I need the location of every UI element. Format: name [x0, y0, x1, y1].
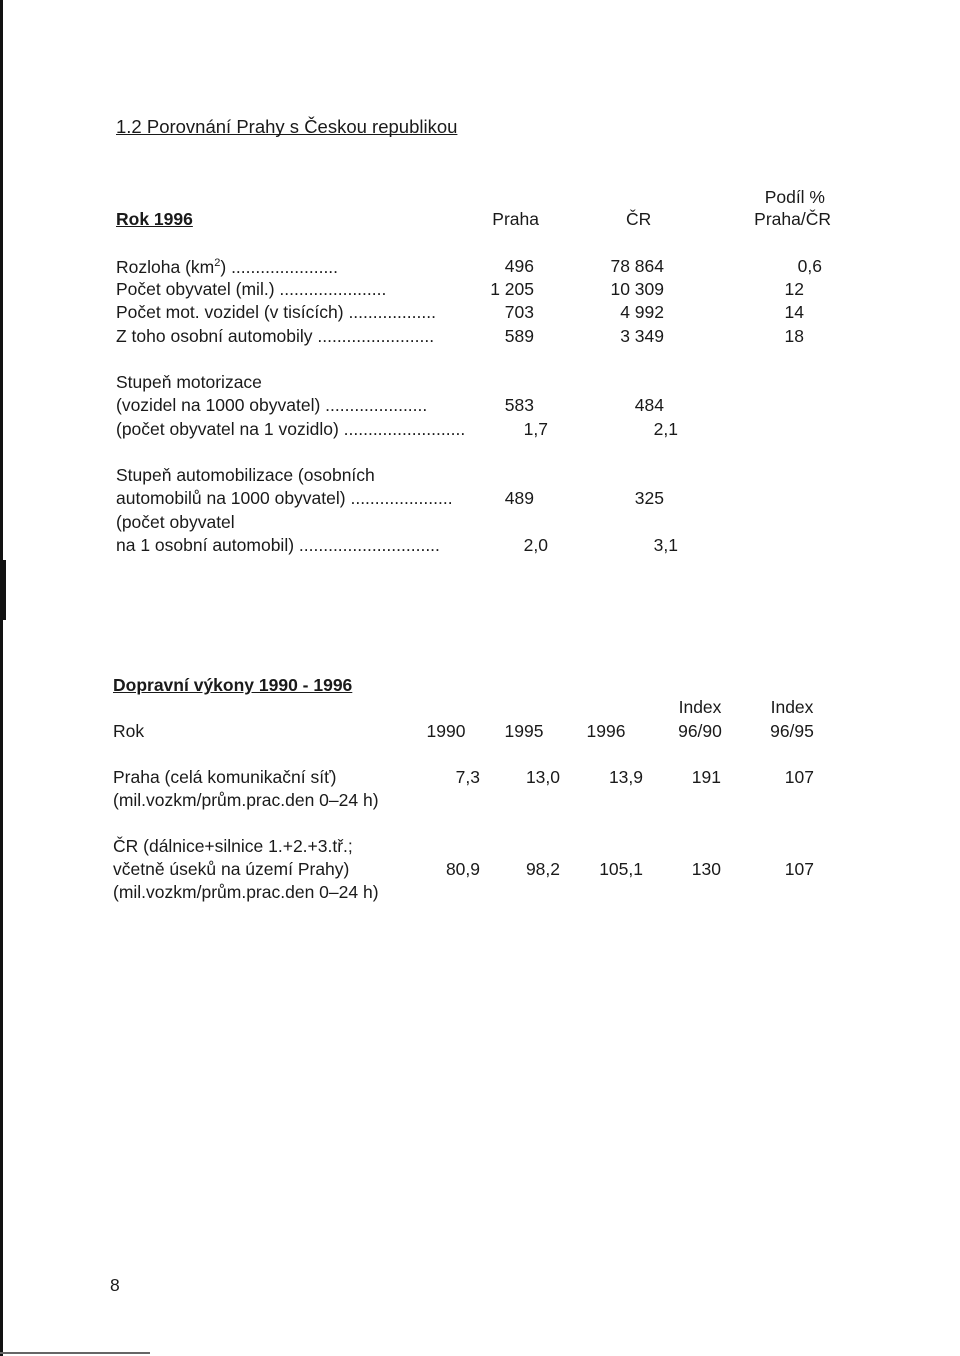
motorizace-title: Stupeň motorizace: [116, 372, 262, 392]
table2-praha-1996: 13,9: [608, 767, 643, 787]
table2-title: Dopravní výkony 1990 - 1996: [113, 675, 353, 695]
row-praha-value: 703: [504, 302, 534, 322]
table2-header-1990: 1990: [426, 721, 466, 741]
table2-praha-1990: 7,3: [455, 767, 480, 787]
header-year: Rok 1996: [116, 209, 193, 229]
row-praha-value: 496: [504, 256, 534, 276]
motorizace-row1-cr: 484: [634, 395, 664, 415]
header-share-line2: Praha/ČR: [754, 209, 831, 229]
automobilizace-row2-cr: 3,1: [653, 535, 678, 555]
table2-header-idx2-line2: 96/95: [770, 721, 814, 741]
motorizace-row2-label: [116, 421, 465, 439]
table2-praha-label-line1: Praha (celá komunikační síť): [113, 767, 337, 787]
header-share-line1: Podíl %: [764, 187, 825, 207]
table2-header-idx2-line1: Index: [770, 697, 814, 717]
row-label-text: (vozidel na 1000 obyvatel): [116, 395, 326, 415]
page-number: 8: [110, 1275, 120, 1295]
row-share-value: 12: [784, 279, 804, 299]
table2-cr-idx2: 107: [784, 859, 814, 879]
row-praha-value: 589: [504, 326, 534, 346]
scan-border-left: [0, 0, 3, 1356]
automobilizace-row2-label: [116, 537, 440, 555]
row-dots: ......................: [231, 256, 339, 277]
row-dots: .............................: [298, 535, 440, 555]
row-label: [116, 304, 436, 322]
table2-cr-idx1: 130: [691, 859, 721, 879]
motorizace-row1-label: [116, 397, 427, 415]
row-label: [116, 328, 434, 346]
table2-praha-1995: 13,0: [525, 767, 560, 787]
row-label: [116, 281, 386, 299]
row-dots: .....................: [350, 488, 453, 508]
table2-praha-idx2: 107: [784, 767, 814, 787]
table2-praha-idx1: 191: [691, 767, 721, 787]
header-cr: ČR: [626, 209, 652, 229]
table2-cr-1990: 80,9: [445, 859, 480, 879]
row-dots: ..................: [348, 302, 436, 322]
row-dots: .........................: [343, 419, 466, 439]
table2-header-1995: 1995: [504, 721, 544, 741]
row-label-text: (počet obyvatel na 1 vozidlo): [116, 419, 344, 439]
row-label-text: automobilů na 1000 obyvatel): [116, 488, 351, 508]
automobilizace-row1-cr: 325: [634, 488, 664, 508]
row-label-text: Rozloha $(km^2)$: [116, 256, 232, 277]
table2-header-idx1-line1: Index: [678, 697, 722, 717]
row-label-text: na 1 osobní automobil): [116, 535, 299, 555]
table2-cr-label-line3: (mil.vozkm/prům.prac.den 0–24 h): [113, 882, 379, 902]
automobilizace-title: Stupeň automobilizace (osobních: [116, 465, 375, 485]
section-title: [116, 118, 457, 137]
row-cr-value: 78 864: [610, 256, 664, 276]
row-cr-value: 4 992: [620, 302, 664, 322]
row-share-value: 14: [784, 302, 804, 322]
row-cr-value: 3 349: [620, 326, 664, 346]
automobilizace-row2-praha: 2,0: [523, 535, 548, 555]
table2-cr-label-line1: ČR (dálnice+silnice 1.+2.+3.tř.;: [113, 836, 353, 856]
motorizace-row2-praha: 1,7: [523, 419, 548, 439]
table2-cr-label-line2: včetně úseků na území Prahy): [113, 859, 350, 879]
motorizace-row2-cr: 2,1: [653, 419, 678, 439]
row-label-text: Počet obyvatel (mil.): [116, 279, 280, 299]
table2-cr-1996: 105,1: [599, 859, 643, 879]
automobilizace-row2-line1: (počet obyvatel: [116, 512, 235, 532]
row-dots: ........................: [317, 326, 435, 346]
table2-header-idx1-line2: 96/90: [678, 721, 722, 741]
table2-header-rok: Rok: [113, 721, 145, 741]
table2-header-1996: 1996: [586, 721, 626, 741]
automobilizace-row1-praha: 489: [504, 488, 534, 508]
row-dots: ......................: [279, 279, 387, 299]
row-label-text: Z toho osobní automobily: [116, 326, 318, 346]
scan-bottom-mark: [0, 1352, 150, 1354]
automobilizace-row1-label: [116, 490, 453, 508]
table2-cr-1995: 98,2: [525, 859, 560, 879]
scan-border-mark: [0, 560, 6, 620]
row-label-text: Počet mot. vozidel (v tisících): [116, 302, 349, 322]
table2-praha-label-line2: (mil.vozkm/prům.prac.den 0–24 h): [113, 790, 379, 810]
row-share-value: 18: [784, 326, 804, 346]
row-share-value: 0,6: [797, 256, 822, 276]
section-title-text: 1.2 Porovnání Prahy s Českou republikou: [116, 116, 458, 137]
motorizace-row1-praha: 583: [504, 395, 534, 415]
header-praha: Praha: [492, 209, 539, 229]
row-label: [116, 258, 338, 276]
row-cr-value: 10 309: [610, 279, 664, 299]
row-dots: .....................: [325, 395, 428, 415]
row-praha-value: 1 205: [490, 279, 534, 299]
